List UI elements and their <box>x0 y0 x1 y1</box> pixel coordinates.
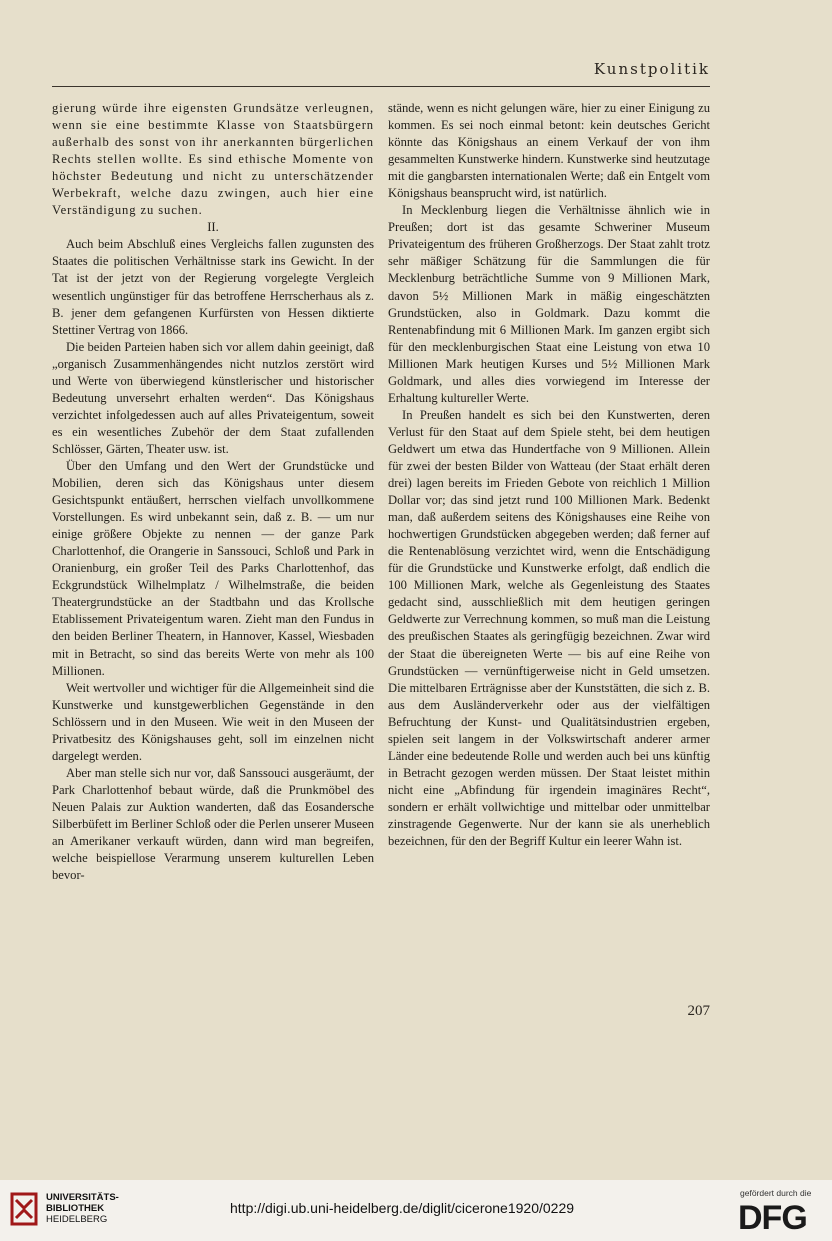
funding-note: gefördert durch die <box>740 1188 812 1198</box>
page-number: 207 <box>687 1003 710 1019</box>
library-name <box>46 1192 119 1225</box>
library-line-3: HEIDELBERG <box>46 1214 108 1225</box>
running-header: Kunstpolitik <box>593 60 710 78</box>
paragraph: Weit wertvoller und wichtiger für die Allgemeinheit sind die Kunstwerke und kunstgewerblichen Gegenstände in den Schlössern und in den Museen. Wie weit in den Museen der Privatbesitz des Königshauses geht, soll im einzelnen nicht dargelegt werden. <box>52 680 374 763</box>
paragraph: Über den Umfang und den Wert der Grundstücke und Mobilien, deren sich das Königshaus unter diesem Gesichtspunkt entäußert, herrschen vielfach unvollkommene Vorstellungen. Es wird unbekannt sein, daß z. B. — um nur einige größere Objekte zu nennen — der ganze Park Charlottenhof, die Orangerie in Sanssouci, Schloß und Park in Oranienburg, ein großer Teil des Parks Charlottenhof, das Eckgrundstück Wilhelmplatz / Wilhelmstraße, die beiden Theatergrundstücke an der Stadtbahn und das Krollsche Etablissement Privateigentum waren. Zieht man den Fundus in den beiden Berliner Theatern, in Hannover, Kassel, Wiesbaden mit in Betracht, so sind das bereits Werte von mehr als 100 Millionen. <box>52 458 374 678</box>
left-text-column <box>52 100 374 884</box>
footer-bar <box>0 1180 832 1241</box>
paragraph: Die beiden Parteien haben sich vor allem dahin geeinigt, daß „organisch Zusammenhängendes nicht nutzlos zerstört wird und Werte von überwiegend künstlerischer und historischer Bedeutung unversehrt erhalten werden“. Das Königshaus verzichtet infolgedessen auch auf alles Privateigentum, soweit es ein wesentliches Zubehör der dem Staat zufallenden Schlösser, Gärten, Theater usw. ist. <box>52 339 374 456</box>
header-rule <box>52 86 710 87</box>
library-line-2: BIBLIOTHEK <box>46 1203 105 1214</box>
right-text-column <box>388 100 710 850</box>
paragraph: In Preußen handelt es sich bei den Kunstwerten, deren Verlust für den Staat auf dem Spiele steht, bei dem heutigen Geldwert um etwa das Hundertfache von 9 Millionen. Allein für zwei der besten Bilder von Watteau (der Staat erhält deren drei) lagen bereits im Frieden Gebote von reichlich 1 Million Dollar vor; das sind jetzt rund 100 Millionen Mark. Bedenkt man, daß außerdem seitens des Königshauses eine Reihe von hochwertigen Grundstücken abgegeben werden; daß ferner auf die Rentenablösung verzichtet wird, wenn die Entschädigung für die Grundstücke und Kunstwerke erfolgt, daß endlich die 100 Millionen Mark, welche als Gegenleistung des Staates gedacht sind, ausschließlich mit dem heutigen geringen Geldwerte zur Verrechnung kommen, so muß man die Leistung des preußischen Staates als geringfügig bezeichnen. Zwar wird der Staat die übereigneten Werte — bis auf eine Reihe von Grundstücken — vernünftigerweise nicht in Geld umsetzen. Die mittelbaren Erträgnisse aber der Kunststätten, die sich z. B. aus dem Ausländerverkehr oder aus der vielfältigen Befruchtung der Kunst- und Qualitätsindustrien ergeben, spielen seit langem in der Volkswirtschaft anderer armer Länder eine bedeutende Rolle und werden auch bei uns künftig in Betracht gezogen werden müssen. Der Staat leistet mithin nicht eine „Abfindung für irgendein imaginäres Recht“, sondern er erhält vollwichtige und mittelbar oder unmittelbar zinstragende Gegenwerte. Nur der kann sie als unerheblich bezeichnen, für den der Begriff Kultur ein leerer Wahn ist. <box>388 407 710 849</box>
paragraph: gierung würde ihre eigensten Grundsätze verleugnen, wenn sie eine bestimmte Klasse von Staatsbürgern außerhalb des sonst von ihr anerkannten bürgerlichen Rechts stellen wollte. Es sind ethische Momente von höchster Bedeutung und nicht zu unterschätzender Werbekraft, welche dazu zwingen, auch hier eine Verständigung zu suchen. <box>52 101 374 218</box>
paragraph: In Mecklenburg liegen die Verhältnisse ähnlich wie in Preußen; dort ist das gesamte Schweriner Museum Privateigentum des früheren Großherzogs. Der Staat zahlt trotz sehr mäßiger Schätzung für die Sammlungen die für Mecklenburg beträchtliche Summe von 9 Millionen Mark, davon 5½ Millionen Mark in mäßig eingeschätzten Grundstücken, also in Goldmark. Dazu kommt die Rentenabfindung mit 6 Millionen Mark. Im ganzen ergibt sich für den mecklenburgischen Staat eine Leistung von etwa 10 Millionen Mark heutigen Kurses und 5½ Millionen Mark Goldmark, und alles dies vorwiegend im Interesse der Erhaltung kultureller Werte. <box>388 203 710 405</box>
library-line-1: UNIVERSITÄTS- <box>46 1192 119 1203</box>
dfg-logo: DFG <box>738 1199 807 1237</box>
section-heading: II. <box>207 220 219 235</box>
paragraph: Aber man stelle sich nur vor, daß Sanssouci ausgeräumt, der Park Charlottenhof bebaut würde, daß die Prunkmöbel des Neuen Palais zur Auktion wanderten, daß das Eosandersche Silberbüfett im Berliner Schloß oder die Perlen unserer Museen an Amerikaner verkauft würden, dann wird man begreifen, welche beispiellose Verarmung unserem kulturellen Leben bevor- <box>52 765 374 883</box>
university-library-logo-icon <box>10 1190 38 1228</box>
paragraph: stände, wenn es nicht gelungen wäre, hier zu einer Einigung zu kommen. Es sei noch einmal betont: kein deutsches Gericht könnte das Königshaus an einem Verkauf der von ihm gesammelten Kunstwerke hindern. Kunstwerke sind heutzutage mit die gangbarsten internationalen Werte; daß ein Entgelt vom Königshaus beansprucht wird, ist natürlich. <box>388 101 710 201</box>
paragraph: Auch beim Abschluß eines Vergleichs fallen zugunsten des Staates die politischen Verhältnisse stark ins Gewicht. In der Tat ist der jetzt von der Regierung vorgelegte Vergleich wesentlich ungünstiger für das betroffene Herrscherhaus als z. B. jener dem gefangenen Kurfürsten von Hessen diktierte Stettiner Vertrag von 1866. <box>52 237 374 337</box>
permalink-url[interactable]: http://digi.ub.uni-heidelberg.de/diglit/cicerone1920/0229 <box>230 1200 575 1216</box>
